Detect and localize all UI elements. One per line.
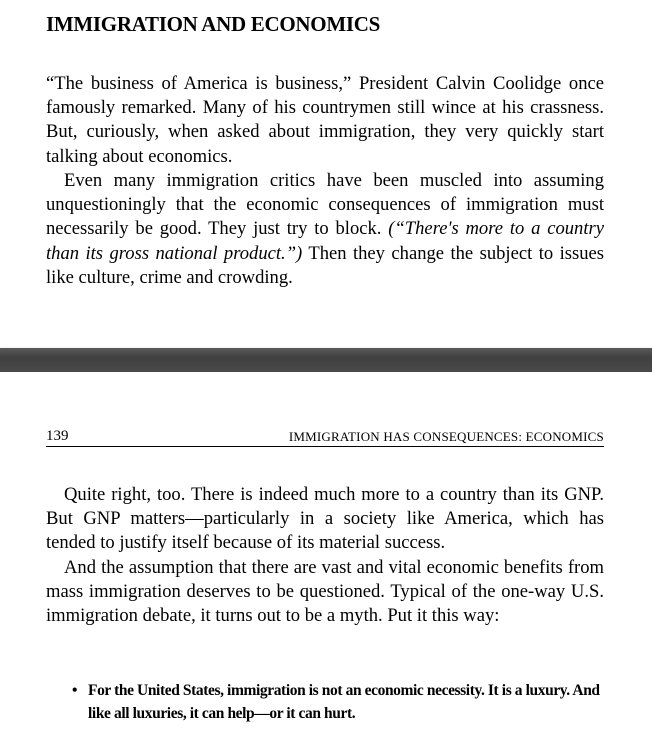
bullet-text: For the United States, immigration is not an economic necessity. It is a luxury. And like all luxuries, it can help—or it can hurt. (88, 682, 600, 722)
paragraph-critics-quote: (“There's more to a country than its gross national product.”) (46, 218, 605, 264)
page-divider (0, 348, 652, 372)
paragraph-critics (46, 169, 604, 290)
bullet-dot-icon: • (72, 682, 78, 699)
paragraph-gnp: Quite right, too. There is indeed much more to a country than its GNP. But GNP matters—particularly in a society like America, which has tended to justify itself because of its material success. (46, 484, 604, 554)
section-heading: IMMIGRATION AND ECONOMICS (46, 12, 380, 36)
page-number: 139 (46, 428, 69, 444)
top-page (0, 0, 652, 348)
paragraph-critics-end: Then they change the subject to issues like culture, crime and crowding. (46, 242, 604, 288)
running-title: IMMIGRATION HAS CONSEQUENCES: ECONOMICS (288, 429, 604, 444)
paragraph-coolidge: “The business of America is business,” President Calvin Coolidge once famously remarked. Many of his countrymen still wince at his crassness. But, curiously, when asked about immigration, they very quickly start talking about economics. (46, 73, 604, 167)
paragraph-assumption: And the assumption that there are vast and vital economic benefits from mass immigration deserves to be questioned. Typical of the one-way U.S. immigration debate, it turns out to be a myth. Put it this way: (46, 557, 604, 627)
paragraph-critics-start: Even many immigration critics have been muscled into assuming unquestioningly that the economic consequences of immigration must necessarily be good. They just try to block. (46, 170, 604, 240)
bottom-page (0, 372, 652, 735)
running-header (46, 424, 604, 447)
bullet-point (72, 679, 608, 725)
